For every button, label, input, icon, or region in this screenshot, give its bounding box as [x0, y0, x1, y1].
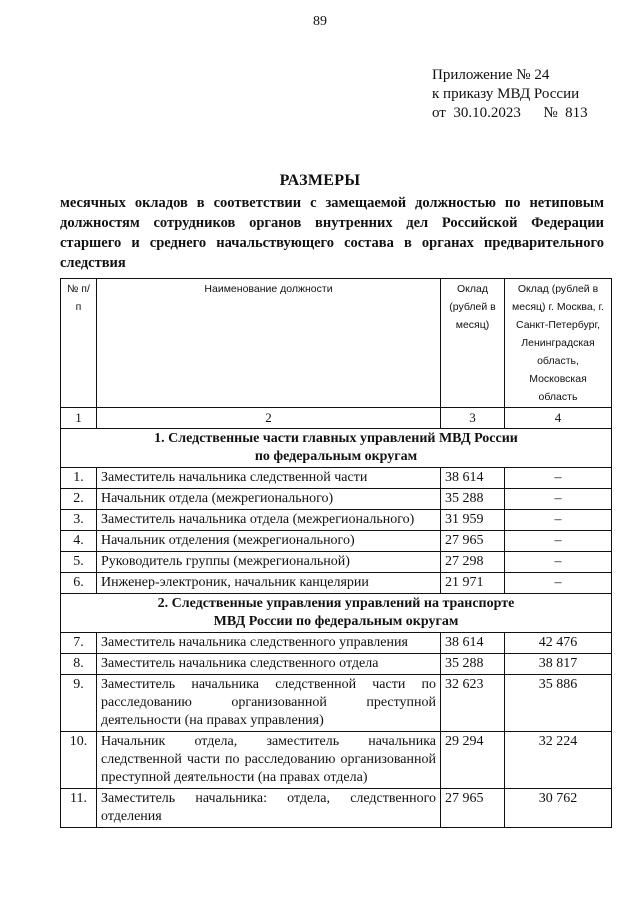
- row-number: 5.: [61, 552, 97, 573]
- section-title: [61, 429, 612, 468]
- header-position: Наименование должности: [97, 279, 441, 408]
- document-title: РАЗМЕРЫ: [279, 172, 361, 189]
- table-row: [61, 633, 612, 654]
- table-row: [61, 675, 612, 732]
- position-name: Заместитель начальника отдела (межрегионального): [97, 510, 441, 531]
- position-name: Начальник отдела (межрегионального): [97, 489, 441, 510]
- salary-cell: 21 971: [441, 573, 505, 594]
- salary-moscow-cell: 30 762: [505, 789, 612, 828]
- section-title-line: МВД России по федеральным округам: [213, 614, 459, 629]
- row-number: 11.: [61, 789, 97, 828]
- header-number: № п/п: [61, 279, 97, 408]
- column-number: 1: [61, 408, 97, 429]
- table-row: [61, 489, 612, 510]
- header-salary-moscow: Оклад (рублей в месяц) г. Москва, г. Санкт-Петербург, Ленинградская область, Московская область: [505, 279, 612, 408]
- salary-moscow-cell: 35 886: [505, 675, 612, 732]
- table-header-row: [61, 279, 612, 408]
- row-number: 4.: [61, 531, 97, 552]
- appendix-order-line: к приказу МВД России: [432, 86, 580, 102]
- row-number: 9.: [61, 675, 97, 732]
- column-number: 3: [441, 408, 505, 429]
- table-row: [61, 468, 612, 489]
- salary-moscow-cell: –: [505, 489, 612, 510]
- salary-table: [60, 278, 612, 828]
- salary-moscow-cell: –: [505, 531, 612, 552]
- salary-cell: 27 298: [441, 552, 505, 573]
- position-name: Заместитель начальника следственного управления: [97, 633, 441, 654]
- table-row: [61, 510, 612, 531]
- column-number: 2: [97, 408, 441, 429]
- position-name: Инженер-электроник, начальник канцелярии: [97, 573, 441, 594]
- salary-cell: 27 965: [441, 531, 505, 552]
- section-header-row: [61, 429, 612, 468]
- table-row: [61, 654, 612, 675]
- position-name: Руководитель группы (межрегиональной): [97, 552, 441, 573]
- salary-moscow-cell: –: [505, 510, 612, 531]
- document-subtitle: месячных окладов в соответствии с замещаемой должностью по нетиповым должностям сотрудников органов внутренних дел Российской Федерации старшего и среднего начальствующего состава в органах предварительного следствия: [60, 195, 604, 271]
- row-number: 2.: [61, 489, 97, 510]
- position-name: Начальник отдела, заместитель начальника следственной части по расследованию организованной преступной деятельности (на правах отдела): [97, 732, 441, 789]
- salary-cell: 27 965: [441, 789, 505, 828]
- salary-moscow-cell: 42 476: [505, 633, 612, 654]
- position-name: Заместитель начальника следственной части по расследованию организованной преступной деятельности (на правах управления): [97, 675, 441, 732]
- position-name: Заместитель начальника: отдела, следственного отделения: [97, 789, 441, 828]
- salary-moscow-cell: –: [505, 552, 612, 573]
- row-number: 10.: [61, 732, 97, 789]
- salary-cell: 35 288: [441, 654, 505, 675]
- row-number: 6.: [61, 573, 97, 594]
- table-row: [61, 531, 612, 552]
- table-row: [61, 732, 612, 789]
- appendix-date-line: от 30.10.2023 № 813: [432, 105, 588, 121]
- section-header-row: [61, 594, 612, 633]
- section-title: [61, 594, 612, 633]
- salary-moscow-cell: –: [505, 468, 612, 489]
- page-number: 89: [313, 14, 327, 29]
- salary-cell: 32 623: [441, 675, 505, 732]
- salary-cell: 29 294: [441, 732, 505, 789]
- position-name: Начальник отделения (межрегионального): [97, 531, 441, 552]
- salary-cell: 38 614: [441, 633, 505, 654]
- section-title-line: по федеральным округам: [254, 449, 418, 464]
- salary-moscow-cell: –: [505, 573, 612, 594]
- table-row: [61, 552, 612, 573]
- row-number: 7.: [61, 633, 97, 654]
- section-title-line: 2. Следственные управления управлений на транспорте: [157, 596, 515, 611]
- appendix-header: [432, 66, 588, 123]
- salary-cell: 35 288: [441, 489, 505, 510]
- table-row: [61, 573, 612, 594]
- salary-moscow-cell: 38 817: [505, 654, 612, 675]
- section-title-line: 1. Следственные части главных управлений МВД России: [154, 431, 518, 446]
- table-row: [61, 789, 612, 828]
- column-number-row: [61, 408, 612, 429]
- row-number: 1.: [61, 468, 97, 489]
- header-salary: Оклад (рублей в месяц): [441, 279, 505, 408]
- row-number: 3.: [61, 510, 97, 531]
- salary-cell: 38 614: [441, 468, 505, 489]
- row-number: 8.: [61, 654, 97, 675]
- position-name: Заместитель начальника следственной части: [97, 468, 441, 489]
- position-name: Заместитель начальника следственного отдела: [97, 654, 441, 675]
- appendix-line: Приложение № 24: [432, 67, 550, 83]
- salary-cell: 31 959: [441, 510, 505, 531]
- salary-moscow-cell: 32 224: [505, 732, 612, 789]
- column-number: 4: [505, 408, 612, 429]
